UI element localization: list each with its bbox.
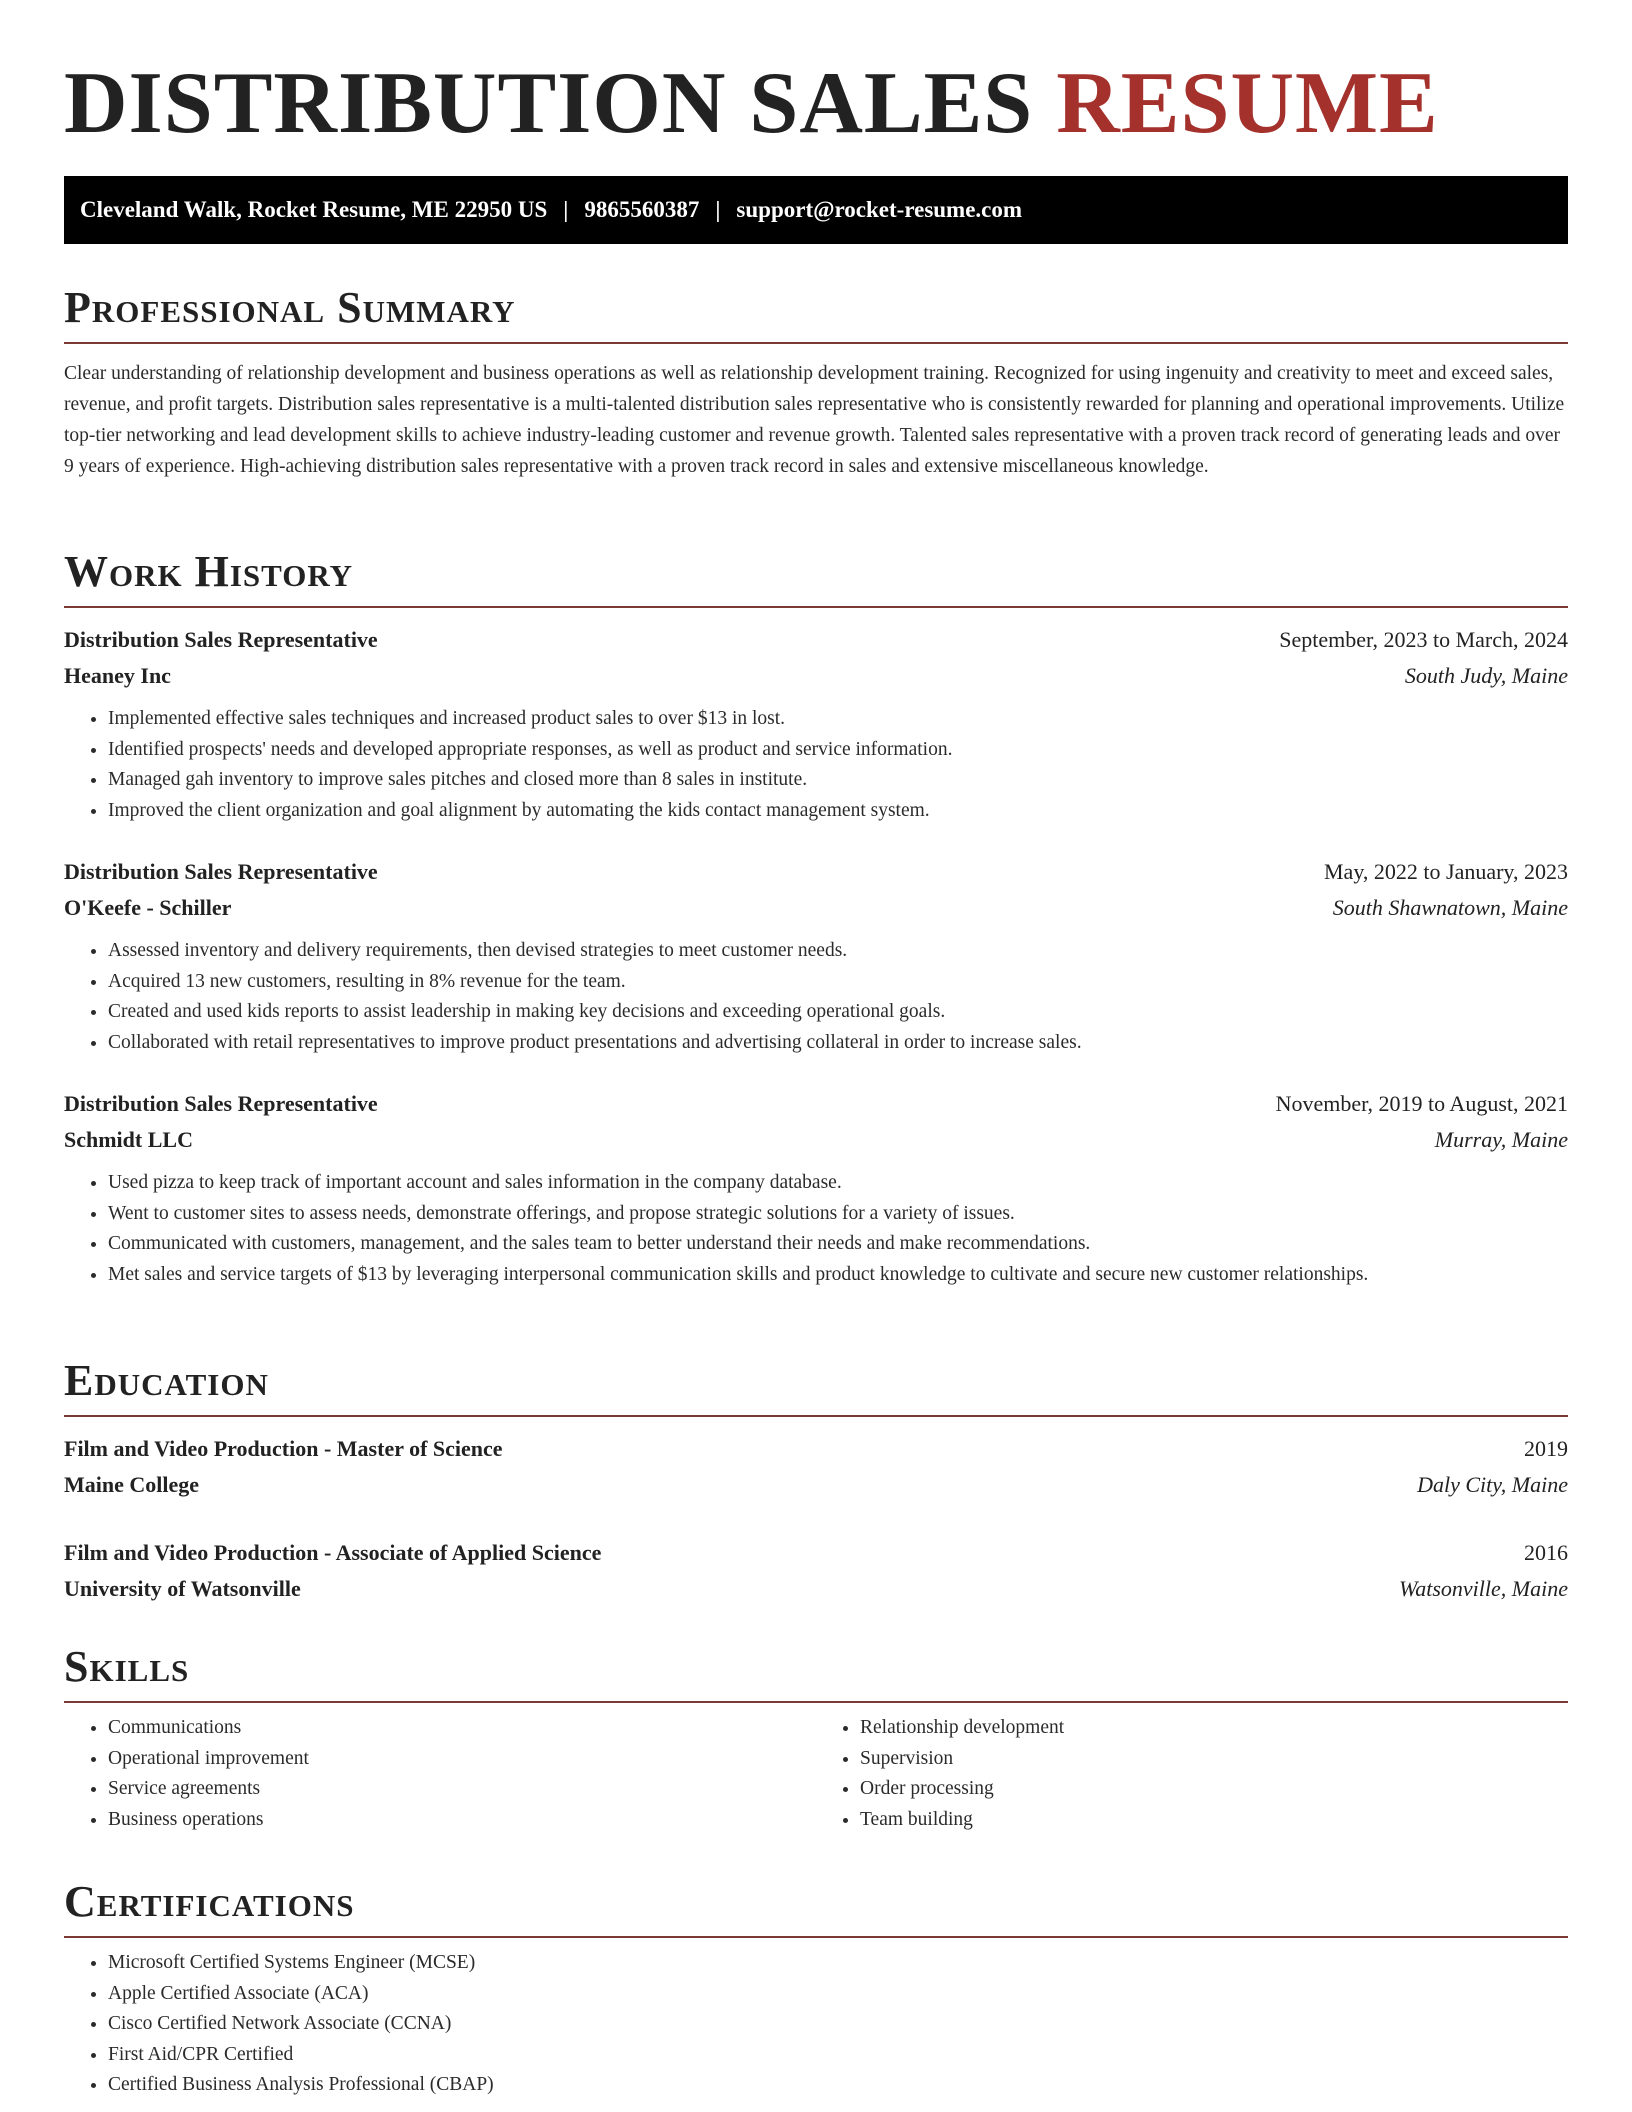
list-item: • Microsoft Certified Systems Engineer (MCSE) [108,1948,1568,1979]
skills-list-right [816,1713,1568,1835]
list-item: • Used pizza to keep track of important account and sales information in the company database. [108,1168,1568,1199]
list-item: • Identified prospects' needs and developed appropriate responses, as well as product and service information. [108,735,1568,766]
summary-text: Clear understanding of relationship development and business operations as well as relationship development training. Recognized for using ingenuity and creativity to meet and exceed sales, revenue, and profit targets. Distribution sales representative is a multi-talented distribution sales representative who is consistently rewarded for planning and operational improvements. Utilize top-tier networking and lead development skills to achieve industry-leading customer and revenue growth. Talented sales representative with a proven track record of generating leads and over 9 years of experience. High-achieving distribution sales representative with a proven track record in sales and extensive miscellaneous knowledge. [64,363,1565,477]
list-item: • Team building [860,1805,1568,1836]
list-item: • Cisco Certified Network Associate (CCNA) [108,2009,1568,2040]
graduation-year: 2019 [1524,1436,1568,1461]
list-item: • Went to customer sites to assess needs, demonstrate offerings, and propose strategic solutions for a variety of issues. [108,1199,1568,1230]
contact-phone: 9865560387 [584,197,700,222]
list-item: • Certified Business Analysis Professional (CBAP) [108,2070,1568,2101]
list-item: • Operational improvement [108,1744,816,1775]
list-item: • Order processing [860,1774,1568,1805]
list-item: • Service agreements [108,1774,816,1805]
list-item: • Supervision [860,1744,1568,1775]
school-location: Daly City, Maine [1417,1472,1568,1497]
contact-bar [64,176,1568,244]
list-item: • Met sales and service targets of $13 by leveraging interpersonal communication skills and product knowledge to cultivate and secure new customer relationships. [108,1260,1568,1291]
contact-address: Cleveland Walk, Rocket Resume, ME 22950 US [80,197,548,222]
resume-title [64,54,1439,154]
job-location: Murray, Maine [1434,1127,1568,1152]
list-item: • Relationship development [860,1713,1568,1744]
degree-name: Film and Video Production - Associate of Applied Science [64,1540,602,1565]
list-item: • Communicated with customers, management, and the sales team to better understand their needs and make recommendations. [108,1229,1568,1260]
skills-heading: Skills [64,1641,1568,1703]
job-entry [64,1086,1568,1290]
job-dates: May, 2022 to January, 2023 [1324,859,1568,884]
certifications-section [64,1876,1568,2101]
list-item: • Managed gah inventory to improve sales pitches and closed more than 8 sales in institute. [108,765,1568,796]
certifications-heading: Certifications [64,1876,1568,1938]
list-item: • Business operations [108,1805,816,1836]
contact-separator: | [715,197,721,222]
job-entry [64,854,1568,1058]
job-bullets [64,936,1568,1058]
contact-email: support@rocket-resume.com [736,197,1023,222]
education-section [64,1355,1568,1607]
job-dates: September, 2023 to March, 2024 [1279,627,1568,652]
job-bullets [64,1168,1568,1290]
company-name: Heaney Inc [64,663,171,688]
job-entry [64,622,1568,826]
title-main: DISTRIBUTION SALES [64,55,1034,152]
school-location: Watsonville, Maine [1398,1576,1568,1601]
education-heading: Education [64,1355,1568,1417]
company-name: Schmidt LLC [64,1127,193,1152]
contact-separator: | [563,197,569,222]
job-title: Distribution Sales Representative [64,859,378,884]
job-location: South Shawnatown, Maine [1332,895,1568,920]
company-name: O'Keefe - Schiller [64,895,232,920]
skills-list-left [64,1713,816,1835]
job-title: Distribution Sales Representative [64,1091,378,1116]
work-history-section [64,546,1568,1290]
job-dates: November, 2019 to August, 2021 [1275,1091,1568,1116]
graduation-year: 2016 [1524,1540,1568,1565]
certifications-list [64,1948,1568,2101]
list-item: • Collaborated with retail representatives to improve product presentations and advertising collateral in order to increase sales. [108,1028,1568,1059]
list-item: • Assessed inventory and delivery requirements, then devised strategies to meet customer needs. [108,936,1568,967]
education-entry [64,1535,1568,1607]
degree-name: Film and Video Production - Master of Science [64,1436,503,1461]
list-item: • Improved the client organization and goal alignment by automating the kids contact management system. [108,796,1568,827]
title-accent: RESUME [1056,55,1439,152]
summary-section [64,282,1568,482]
list-item: • First Aid/CPR Certified [108,2040,1568,2071]
job-title: Distribution Sales Representative [64,627,378,652]
work-history-heading: Work History [64,546,1568,608]
summary-heading: Professional Summary [64,282,1568,344]
list-item: • Apple Certified Associate (ACA) [108,1979,1568,2010]
job-location: South Judy, Maine [1404,663,1568,688]
skills-section [64,1641,1568,1835]
list-item: • Acquired 13 new customers, resulting in 8% revenue for the team. [108,967,1568,998]
school-name: University of Watsonville [64,1576,301,1601]
school-name: Maine College [64,1472,200,1497]
list-item: • Created and used kids reports to assist leadership in making key decisions and exceeding operational goals. [108,997,1568,1028]
skills-grid [64,1713,1568,1835]
education-entry [64,1431,1568,1503]
list-item: • Communications [108,1713,816,1744]
list-item: • Implemented effective sales techniques and increased product sales to over $13 in lost. [108,704,1568,735]
job-bullets [64,704,1568,826]
